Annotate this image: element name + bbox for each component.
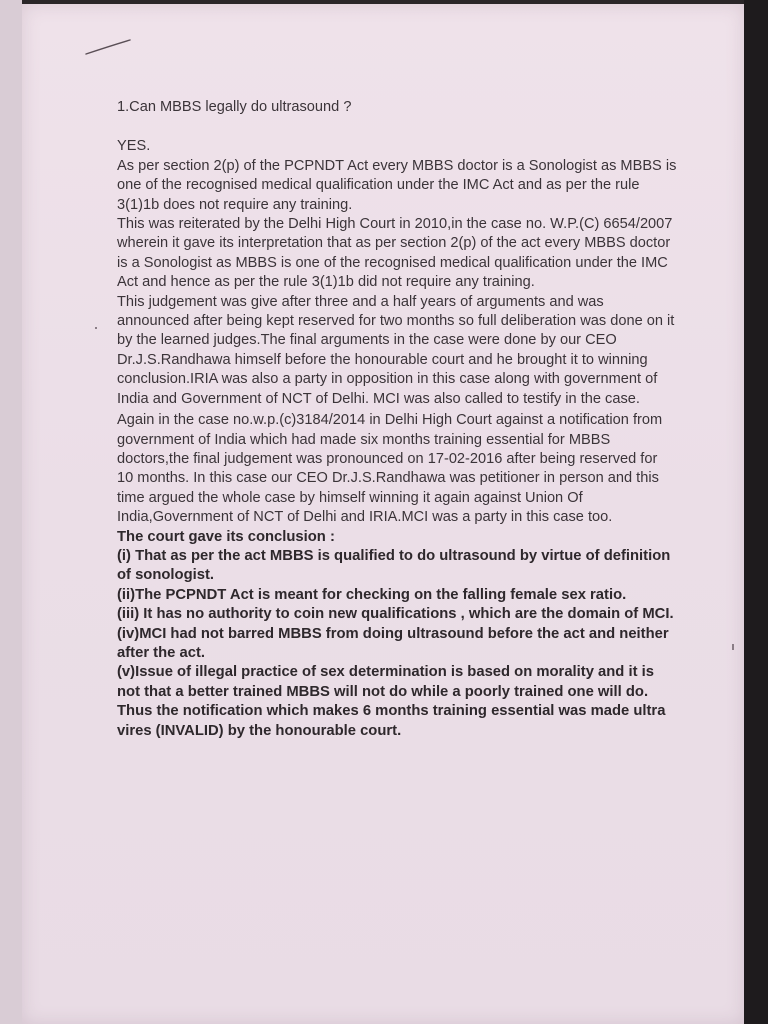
stray-mark: [732, 644, 734, 650]
answer-text: YES.: [117, 138, 151, 155]
question-heading: 1.Can MBBS legally do ultrasound ?: [117, 99, 352, 115]
paragraph-2: This was reiterated by the Delhi High Court in 2010,in the case no. W.P.(C) 6654/2007 wherein it gave its interpretation that as per section 2(p) of the act every MBBS doctor is a Sonologist as MBBS is one of the recognised medical qualification under the IMC Act and hence as per the rule 3(1)1b did not require any training.: [117, 216, 673, 291]
conclusion-point-2: (ii)The PCPNDT Act is meant for checking on the falling female sex ratio.: [117, 586, 627, 603]
scanned-page: [22, 4, 744, 1024]
conclusion-closing: Thus the notification which makes 6 months training essential was made ultra vires (INVALID) by the honourable court.: [117, 703, 666, 739]
document-body: [117, 98, 677, 741]
conclusion-point-1: (i) That as per the act MBBS is qualified to do ultrasound by virtue of definition of sonologist.: [117, 547, 671, 584]
conclusion-section: [117, 528, 677, 741]
scan-left-margin: [0, 0, 22, 1024]
paragraph-1: As per section 2(p) of the PCPNDT Act every MBBS doctor is a Sonologist as MBBS is one of the recognised medical qualification under the IMC Act and as per the rule 3(1)1b does not require any training.: [117, 157, 677, 213]
paragraph-4: Again in the case no.w.p.(c)3184/2014 in Delhi High Court against a notification from government of India which had made six months training essential for MBBS doctors,the final judgement was pronounced on 17-02-2016 after being reserved for 10 months. In this case our CEO Dr.J.S.Randhawa was petitioner in person and this time argued the whole case by himself winning it again against Union Of India,Government of NCT of Delhi and IRIA.MCI was a party in this case too.: [117, 412, 663, 526]
conclusion-point-4: (iv)MCI had not barred MBBS from doing ultrasound before the act and neither after the act.: [117, 625, 669, 661]
paragraph-3: This judgement was give after three and a half years of arguments and was announced after being kept reserved for two months so full deliberation was done on it by the learned judges.The final arguments in the case were done by our CEO Dr.J.S.Randhawa himself before the honourable court and he brought it to winning conclusion.IRIA was also a party in opposition in this case along with government of India and Government of NCT of Delhi. MCI was also called to testify in the case.: [117, 293, 675, 407]
pen-mark-icon: [84, 36, 144, 60]
scan-right-border: [744, 0, 768, 1024]
conclusion-point-5: (v)Issue of illegal practice of sex determination is based on morality and it is not that a better trained MBBS will not do while a poorly trained one will do.: [117, 664, 654, 700]
stray-dot: [95, 327, 97, 329]
conclusion-point-3: (iii) It has no authority to coin new qualifications , which are the domain of MCI.: [117, 606, 674, 623]
conclusion-heading: The court gave its conclusion :: [117, 528, 335, 545]
